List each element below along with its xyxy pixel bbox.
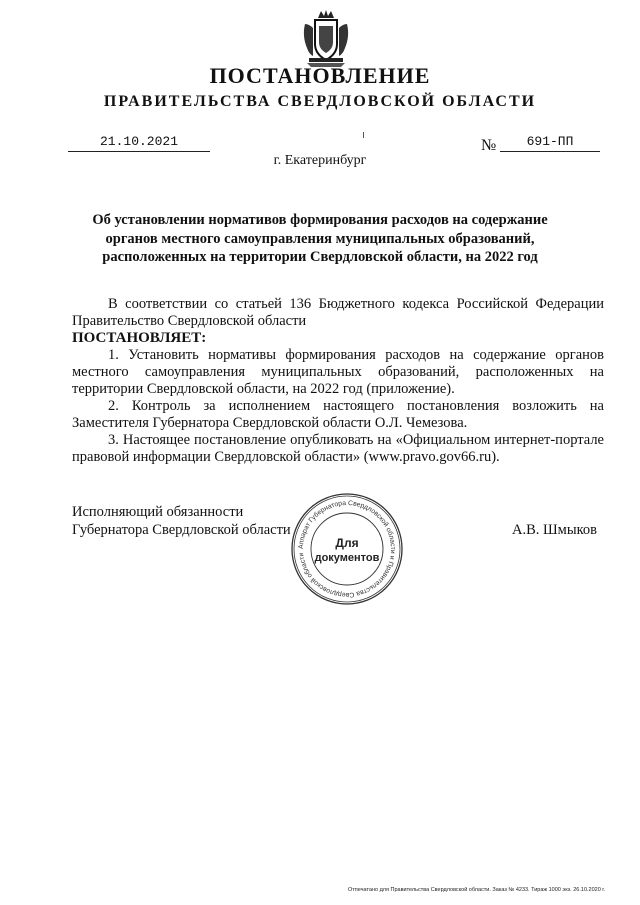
- stamp-ring-text: Аппарат Губернатора Свердловской области и Правительства Свердловской области: [297, 499, 397, 599]
- signatory-title-line: Губернатора Свердловской области: [72, 522, 291, 538]
- subject-line: расположенных на территории Свердловской области, на 2022 год: [102, 249, 538, 265]
- number-label: №: [481, 137, 497, 154]
- signatory-title-line: Исполняющий обязанности: [72, 504, 244, 520]
- decree-heading: ПОСТАНОВЛЯЕТ:: [72, 330, 207, 346]
- stamp-center-line: документов: [314, 552, 380, 564]
- signatory-name: А.В. Шмыков: [512, 522, 597, 538]
- subject-line: Об установлении нормативов формирования расходов на содержание: [92, 212, 548, 228]
- document-number: 691-ПП: [500, 134, 600, 152]
- decree-item: 1. Установить нормативы формирования расходов на содержание органов местного самоуправления муниципальных образований, расположенных на территории Свердловской области, на 2022 год (приложение).: [72, 347, 604, 397]
- document-body: [72, 296, 604, 466]
- print-note: Отпечатано для Правительства Свердловской области. Заказ № 4233. Тираж 1000 экз. 26.10.2020 г.: [348, 887, 606, 893]
- signatory-title: [72, 503, 291, 539]
- decree-item: 2. Контроль за исполнением настоящего постановления возложить на Заместителя Губернатора Свердловской области О.Л. Чемезова.: [72, 398, 604, 431]
- decree-item: 3. Настоящее постановление опубликовать на «Официальном интернет-портале правовой информации Свердловской области» (www.pravo.gov66.ru).: [72, 432, 604, 465]
- preamble: В соответствии со статьей 136 Бюджетного кодекса Российской Федерации Правительство Свердловской области: [72, 296, 604, 329]
- official-stamp: [289, 491, 405, 607]
- document-subject: [80, 211, 560, 267]
- city: г. Екатеринбург: [273, 153, 367, 168]
- subject-line: органов местного самоуправления муниципальных образований,: [105, 230, 535, 247]
- document-subtitle: ПРАВИТЕЛЬСТВА СВЕРДЛОВСКОЙ ОБЛАСТИ: [103, 93, 537, 110]
- coat-of-arms-icon: [299, 8, 353, 68]
- stamp-center-line: Для: [335, 536, 359, 550]
- document-date: 21.10.2021: [68, 134, 210, 152]
- document-title: ПОСТАНОВЛЕНИЕ: [209, 63, 431, 88]
- divider-mark: [363, 132, 364, 138]
